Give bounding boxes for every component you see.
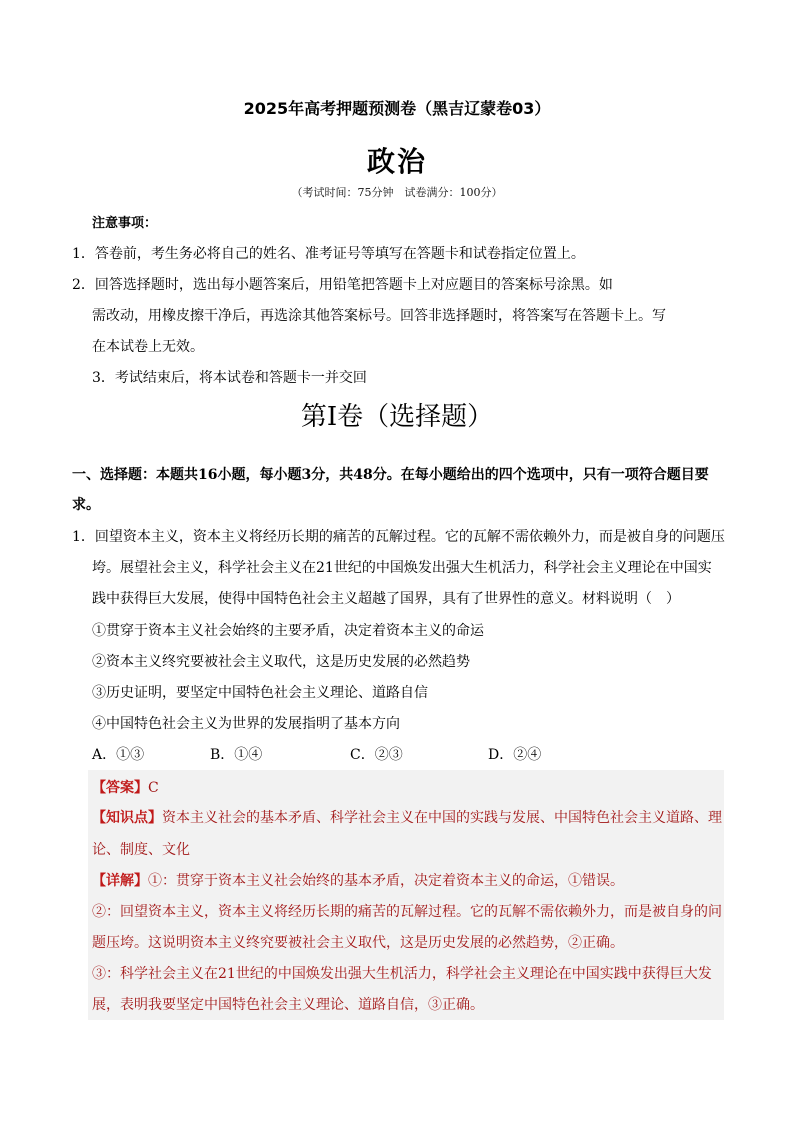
knowledge-text: 资本主义社会的基本矛盾、科学社会主义在中国的实践与发展、中国特色社会主义道路、理 [162, 810, 722, 826]
notes-item: 1．答卷前，考生务必将自己的姓名、准考证号等填写在答题卡和试卷指定位置上。 [72, 246, 585, 262]
notes-item: 在本试卷上无效。 [92, 339, 204, 355]
knowledge-line [92, 808, 722, 828]
detail-text: ①：贯穿于资本主义社会始终的基本矛盾，决定着资本主义的命运，①错误。 [148, 873, 624, 889]
notes-item: 需改动，用橡皮擦干净后，再选涂其他答案标号。回答非选择题时，将答案写在答题卡上。写 [92, 308, 666, 324]
statement-item: ③历史证明，要坚定中国特色社会主义理论、道路自信 [92, 685, 428, 701]
question-stem-line: 垮。展望社会主义，科学社会主义在21世纪的中国焕发出强大生机活力，科学社会主义理论在中国实 [92, 560, 712, 576]
option-c: C．②③ [350, 747, 403, 763]
section-instructions-cont: 求。 [72, 497, 100, 513]
notes-item: 3．考试结束后，将本试卷和答题卡一并交回 [92, 370, 367, 386]
detail-text: 题压垮。这说明资本主义终究要被社会主义取代，这是历史发展的必然趋势，②正确。 [92, 935, 624, 951]
option-b: B．①④ [210, 747, 263, 763]
statement-item: ①贯穿于资本主义社会始终的主要矛盾，决定着资本主义的命运 [92, 623, 484, 639]
notes-title: 注意事项： [92, 216, 158, 231]
section-title: 第I卷（选择题） [300, 402, 494, 432]
detail-line [92, 871, 624, 891]
exam-info: （考试时间：75分钟 试卷满分：100分） [291, 186, 503, 199]
option-a: A．①③ [92, 747, 145, 763]
statement-item: ②资本主义终究要被社会主义取代，这是历史发展的必然趋势 [92, 654, 470, 670]
exam-title: 2025年高考押题预测卷（黑吉辽蒙卷03） [243, 99, 551, 118]
question-stem-line: 1．回望资本主义，资本主义将经历长期的痛苦的瓦解过程。它的瓦解不需依赖外力，而是被自身的问题压 [72, 529, 725, 545]
option-d: D．②④ [488, 747, 542, 763]
answer-value: C [148, 780, 159, 796]
answer-tag: 【答案】 [92, 780, 148, 796]
detail-text: ③：科学社会主义在21世纪的中国焕发出强大生机活力，科学社会主义理论在中国实践中获得巨大发 [92, 966, 712, 982]
detail-tag: 【详解】 [92, 873, 148, 889]
detail-text: ②：回望资本主义，资本主义将经历长期的痛苦的瓦解过程。它的瓦解不需依赖外力，而是被自身的问 [92, 904, 722, 920]
knowledge-tag: 【知识点】 [92, 810, 162, 826]
detail-text: 展，表明我要坚定中国特色社会主义理论、道路自信，③正确。 [92, 997, 484, 1013]
notes-item: 2．回答选择题时，选出每小题答案后，用铅笔把答题卡上对应题目的答案标号涂黑。如 [72, 277, 613, 293]
question-stem-line: 践中获得巨大发展，使得中国特色社会主义超越了国界，具有了世界性的意义。材料说明（ ） [92, 591, 680, 607]
section-instructions: 一、选择题：本题共16小题，每小题3分，共48分。在每小题给出的四个选项中，只有一项符合题目要 [72, 467, 709, 483]
subject-title: 政治 [366, 145, 427, 178]
statement-item: ④中国特色社会主义为世界的发展指明了基本方向 [92, 716, 400, 732]
knowledge-text-cont: 论、制度、文化 [92, 842, 190, 858]
answer-options [92, 745, 568, 765]
answer-line [92, 778, 159, 798]
